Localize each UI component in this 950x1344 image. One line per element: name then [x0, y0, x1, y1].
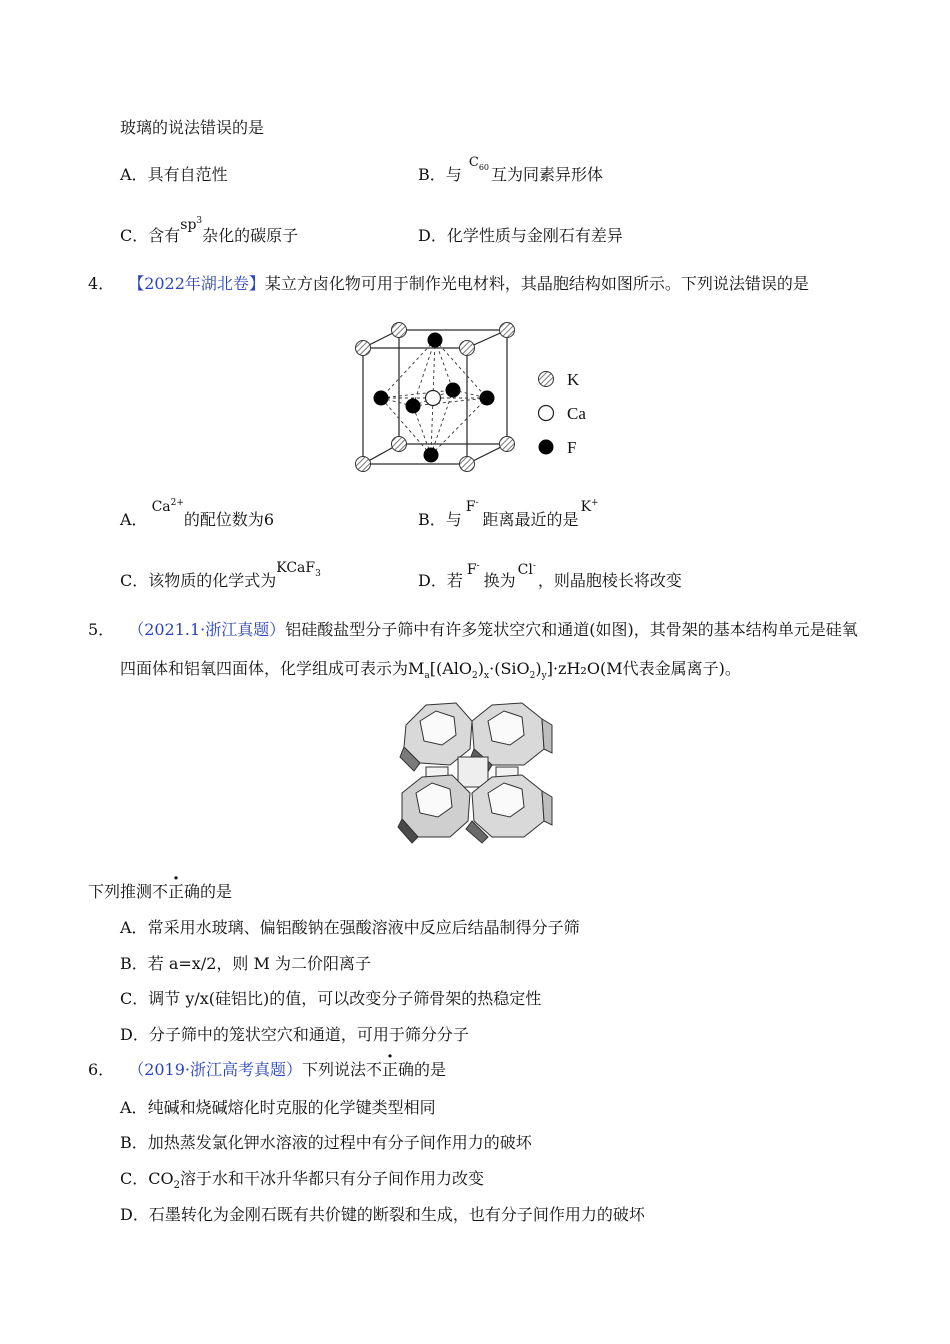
- option-text: 加热蒸发氯化钾水溶液的过程中有分子间作用力的破坏: [147, 1133, 532, 1152]
- question-number: 6．: [88, 1060, 115, 1079]
- option-text: 含有: [148, 226, 181, 245]
- option-text: 分子筛中的笼状空穴和通道，可用于筛分分子: [148, 1025, 469, 1044]
- q4-option-c[interactable]: [120, 560, 321, 590]
- formula: Cl-: [517, 561, 536, 578]
- formula: KCaF$_3$: [276, 560, 321, 579]
- option-label: A．: [120, 165, 148, 184]
- question-source: 【2022年湖北卷】: [128, 274, 265, 293]
- q5-option-b[interactable]: [120, 956, 371, 972]
- option-label: D．: [418, 226, 447, 245]
- option-text: 互为同素异形体: [491, 165, 604, 184]
- question-text: 铝硅酸盐型分子筛中有许多笼状空穴和通道(如图)，其骨架的基本结构单元是硅氧: [285, 620, 858, 639]
- f-atom: [424, 448, 439, 463]
- option-label: C．: [120, 1169, 149, 1188]
- question-number: 5．: [88, 620, 115, 639]
- q4-option-a[interactable]: [120, 498, 275, 529]
- k-atom: [460, 457, 475, 472]
- q3-option-a[interactable]: [120, 167, 228, 183]
- f-atom: [428, 333, 443, 348]
- option-label: B．: [418, 165, 446, 184]
- q5-stem-line2: 四面体和铝氧四面体，化学组成可表示为$M_a[(AlO_2)_x\cdot(SiO_2)_y]\cdot zH_2O(M$代表金属离子)。: [120, 659, 741, 681]
- option-label: D．: [120, 1025, 149, 1044]
- formula: F-: [466, 561, 480, 578]
- option-text: 若 a=x/2，则 M 为二价阳离子: [147, 954, 371, 973]
- k-atom: [392, 323, 407, 338]
- question-text: 某立方卤化物可用于制作光电材料，其晶胞结构如图所示。下列说法错误的是: [264, 274, 809, 293]
- q6-option-c[interactable]: C．$CO_2$溶于水和干冰升华都只有分子间作用力改变: [120, 1169, 484, 1191]
- option-text: 纯碱和烧碱熔化时克服的化学键类型相同: [147, 1098, 436, 1117]
- option-label: C．: [120, 226, 149, 245]
- option-text: 常采用水玻璃、偏铝酸钠在强酸溶液中反应后结晶制得分子筛: [147, 918, 580, 937]
- option-label: A．: [120, 1098, 148, 1117]
- f-atom: [480, 391, 495, 406]
- option-text: 若: [446, 571, 463, 590]
- option-label: C．: [120, 989, 149, 1008]
- formula: CO: [148, 1169, 174, 1188]
- q6-option-b[interactable]: [120, 1135, 532, 1151]
- emphasis-dotted: 不正确: [152, 882, 201, 901]
- question-source: （2021.1·浙江真题）: [128, 620, 286, 639]
- q5-stem-line1: [88, 622, 858, 638]
- formula: $Ca^{2+}$: [151, 498, 184, 515]
- q3-stem-tail: 玻璃的说法错误的是: [120, 118, 265, 137]
- q3-option-b[interactable]: [418, 155, 604, 184]
- open-circle-icon: [537, 404, 555, 422]
- f-atom: [406, 399, 421, 414]
- option-text: 与: [445, 510, 462, 529]
- q3-option-d[interactable]: [418, 228, 623, 244]
- hatched-circle-icon: [537, 370, 555, 388]
- emphasis-dotted: 不正确: [366, 1060, 415, 1079]
- option-text: 石墨转化为金刚石既有共价键的断裂和生成，也有分子间作用力的破坏: [148, 1205, 645, 1224]
- q5-option-d[interactable]: [120, 1027, 469, 1043]
- k-atom: [356, 341, 371, 356]
- question-source: （2019·浙江高考真题）: [128, 1060, 302, 1079]
- option-text: 调节 y/x(硅铝比)的值，可以改变分子筛骨架的热稳定性: [148, 989, 542, 1008]
- option-text: 具有自范性: [147, 165, 228, 184]
- option-label: B．: [120, 1133, 148, 1152]
- option-label: D．: [418, 571, 447, 590]
- q5-question-ask: 下列推测不正确的是: [88, 882, 233, 901]
- q4-option-b[interactable]: [418, 498, 599, 529]
- option-text: 该物质的化学式为: [148, 571, 277, 590]
- option-label: B．: [120, 954, 148, 973]
- q5-option-a[interactable]: [120, 920, 580, 936]
- f-atom: [446, 383, 461, 398]
- q3-option-c[interactable]: [120, 216, 299, 245]
- ca-atom: [426, 391, 441, 406]
- k-atom: [356, 457, 371, 472]
- f-atom: [374, 391, 389, 406]
- option-text: 化学性质与金刚石有差异: [446, 226, 623, 245]
- filled-circle-icon: [537, 438, 555, 456]
- option-label: A．: [120, 510, 148, 529]
- option-label: D．: [120, 1205, 149, 1224]
- q6-option-a[interactable]: [120, 1100, 436, 1116]
- k-atom: [460, 341, 475, 356]
- question-number: 4．: [88, 274, 115, 293]
- option-text: 溶于水和干冰升华都只有分子间作用力改变: [179, 1169, 484, 1188]
- option-label: A．: [120, 918, 148, 937]
- option-text: ，则晶胞棱长将改变: [537, 571, 682, 590]
- option-text: 的配位数为6: [183, 510, 275, 529]
- k-atom: [392, 437, 407, 452]
- option-text: 距离最近的是: [482, 510, 579, 529]
- q4-stem: [88, 276, 809, 292]
- formula: C60: [468, 155, 490, 172]
- formula: F-: [465, 498, 479, 515]
- k-atom: [500, 323, 515, 338]
- formula: $sp^3$: [180, 216, 203, 233]
- q5-option-c[interactable]: [120, 991, 541, 1007]
- formula: K+: [580, 498, 599, 515]
- q4-option-d[interactable]: [418, 561, 682, 590]
- option-label: C．: [120, 571, 149, 590]
- q6-option-d[interactable]: [120, 1207, 645, 1223]
- option-label: B．: [418, 510, 446, 529]
- q6-stem: 6． （2019·浙江高考真题）下列说法不正确的是: [88, 1060, 447, 1079]
- option-text: 杂化的碳原子: [202, 226, 299, 245]
- crystal-cell-figure: [345, 318, 535, 478]
- option-text: 换为: [483, 571, 516, 590]
- k-atom: [500, 437, 515, 452]
- molecular-sieve-figure: [396, 697, 556, 845]
- option-text: 与: [445, 165, 462, 184]
